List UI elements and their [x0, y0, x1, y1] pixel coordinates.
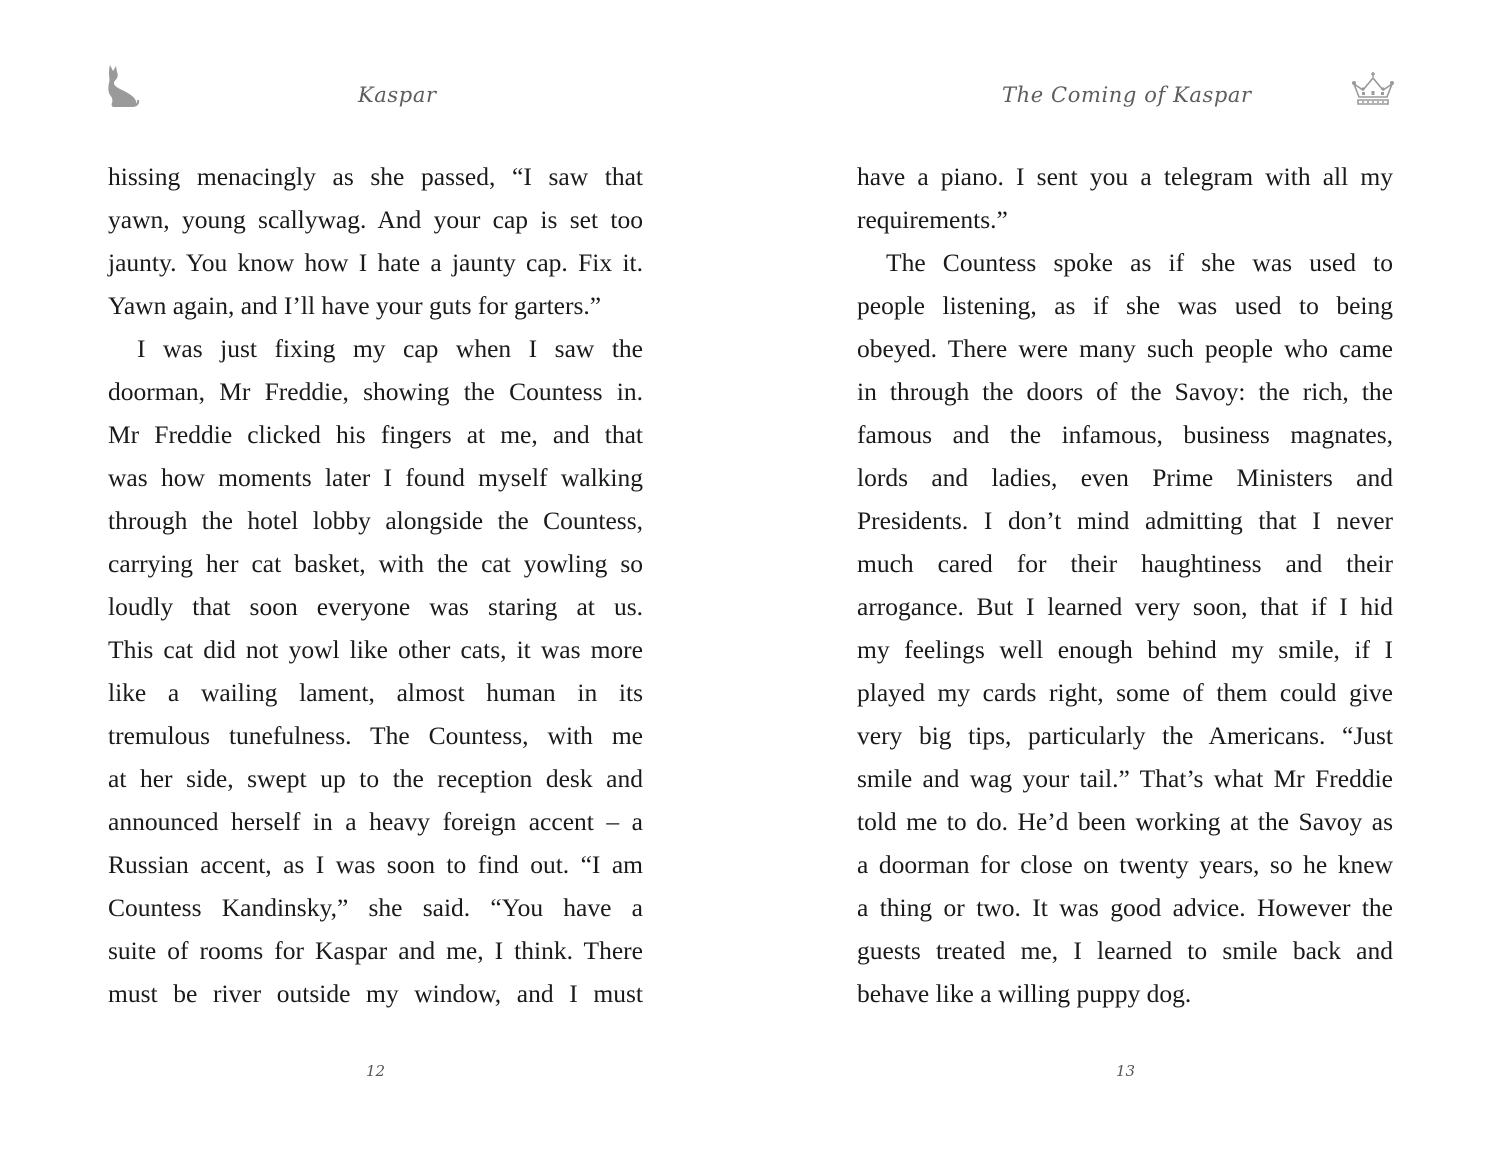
- text-line: loudly that soon everyone was staring at us.: [108, 592, 643, 621]
- running-head-left: Kaspar: [358, 83, 437, 107]
- text-line: at her side, swept up to the reception desk and: [108, 764, 643, 793]
- text-line: jaunty. You know how I hate a jaunty cap. Fix it.: [108, 248, 643, 277]
- text-line: yawn, young scallywag. And your cap is set too: [108, 205, 643, 234]
- text-line: suite of rooms for Kaspar and me, I think. There: [108, 936, 643, 965]
- text-line: hissing menacingly as she passed, “I saw that: [108, 162, 643, 191]
- left-body-text: [108, 155, 643, 1015]
- text-line: like a wailing lament, almost human in its: [108, 678, 643, 707]
- text-line: lords and ladies, even Prime Ministers and: [857, 463, 1393, 492]
- text-line: a doorman for close on twenty years, so he knew: [857, 850, 1393, 879]
- text-line: requirements.”: [857, 205, 1008, 234]
- text-line: people listening, as if she was used to being: [857, 291, 1393, 320]
- text-line: much cared for their haughtiness and their: [857, 549, 1393, 578]
- text-line: was how moments later I found myself walking: [108, 463, 643, 492]
- text-line: Presidents. I don’t mind admitting that I never: [857, 506, 1393, 535]
- text-line: obeyed. There were many such people who came: [857, 334, 1393, 363]
- text-line: arrogance. But I learned very soon, that if I hid: [857, 592, 1393, 621]
- text-line: The Countess spoke as if she was used to: [886, 248, 1393, 277]
- text-line: tremulous tunefulness. The Countess, with me: [108, 721, 643, 750]
- text-line: my feelings well enough behind my smile, if I: [857, 635, 1393, 664]
- right-body-text: [857, 155, 1393, 1015]
- text-line: Russian accent, as I was soon to find out. “I am: [108, 850, 643, 879]
- text-line: behave like a willing puppy dog.: [857, 979, 1192, 1008]
- running-head-right: The Coming of Kaspar: [1002, 83, 1252, 107]
- text-line: Mr Freddie clicked his fingers at me, and that: [108, 420, 643, 449]
- text-line: a thing or two. It was good advice. However the: [857, 893, 1393, 922]
- text-line: I was just fixing my cap when I saw the: [137, 334, 643, 363]
- text-line: played my cards right, some of them could give: [857, 678, 1393, 707]
- text-line: smile and wag your tail.” That’s what Mr Freddie: [857, 764, 1393, 793]
- text-line: told me to do. He’d been working at the Savoy as: [857, 807, 1393, 836]
- page-number-left: 12: [366, 1062, 386, 1080]
- text-line: This cat did not yowl like other cats, it was more: [108, 635, 643, 664]
- text-line: have a piano. I sent you a telegram with all my: [857, 162, 1393, 191]
- crown-icon: [1350, 70, 1396, 106]
- text-line: announced herself in a heavy foreign accent – a: [108, 807, 643, 836]
- text-line: Countess Kandinsky,” she said. “You have a: [108, 893, 643, 922]
- text-line: doorman, Mr Freddie, showing the Countess in.: [108, 377, 643, 406]
- text-line: Yawn again, and I’ll have your guts for garters.”: [108, 291, 602, 320]
- text-line: famous and the infamous, business magnates,: [857, 420, 1393, 449]
- page-number-right: 13: [1116, 1062, 1136, 1080]
- cat-silhouette-icon: [104, 63, 142, 107]
- text-line: in through the doors of the Savoy: the rich, the: [857, 377, 1393, 406]
- text-line: through the hotel lobby alongside the Countess,: [108, 506, 643, 535]
- text-line: carrying her cat basket, with the cat yowling so: [108, 549, 643, 578]
- right-page: [750, 0, 1500, 1151]
- text-line: very big tips, particularly the Americans. “Just: [857, 721, 1393, 750]
- text-line: guests treated me, I learned to smile back and: [857, 936, 1393, 965]
- text-line: must be river outside my window, and I must: [108, 979, 643, 1008]
